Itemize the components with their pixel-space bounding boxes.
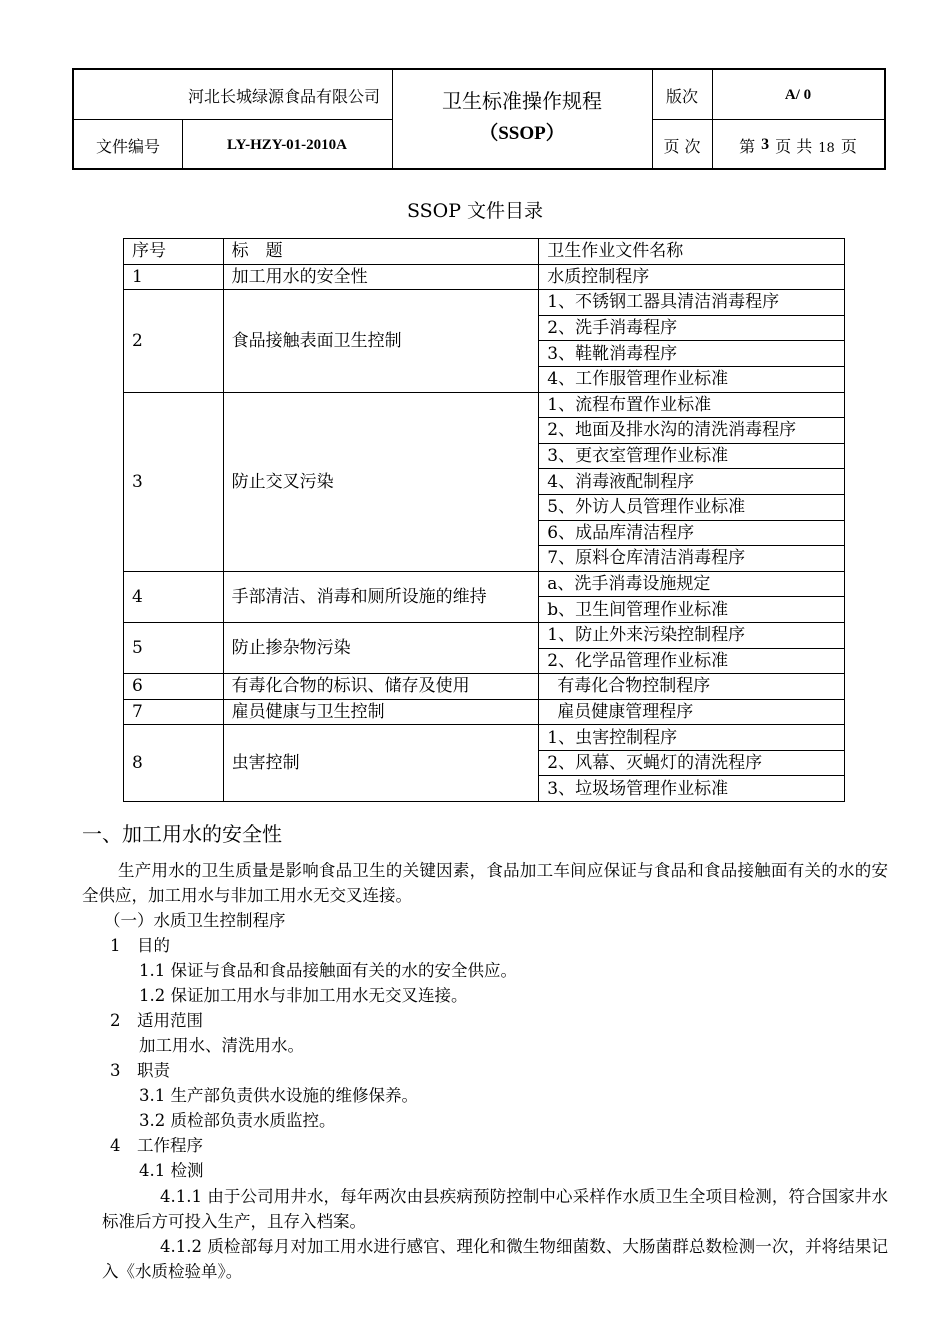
toc-row-document: 5、外访人员管理作业标准 xyxy=(539,494,845,520)
toc-row-number: 4 xyxy=(124,571,224,622)
item-purpose: 1 目的 xyxy=(110,936,170,955)
toc-row-title: 食品接触表面卫生控制 xyxy=(223,290,539,392)
catalog-title: SSOP 文件目录 xyxy=(406,200,544,222)
toc-row-number: 3 xyxy=(124,392,224,571)
company-name: 河北长城绿源食品有限公司 xyxy=(187,86,380,106)
toc-row xyxy=(124,674,845,700)
item-4-1-1: 4.1.1 由于公司用井水，每年两次由县疾病预防控制中心采样作水质卫生全项目检测，符合国家井水标准后方可投入生产，且存入档案。 xyxy=(102,1187,888,1231)
item-3-2: 3.2 质检部负责水质监控。 xyxy=(139,1111,336,1130)
toc-row xyxy=(124,264,845,290)
toc-row xyxy=(124,571,845,597)
toc-row-document: 6、成品库清洁程序 xyxy=(539,520,845,546)
toc-row xyxy=(124,290,845,316)
item-procedure: 4 工作程序 xyxy=(110,1136,203,1155)
toc-row-number: 2 xyxy=(124,290,224,392)
edition-label: 版次 xyxy=(665,86,698,106)
toc-header-no: 序号 xyxy=(124,239,224,265)
toc-row-document: 1、流程布置作业标准 xyxy=(539,392,845,418)
toc-row-document: 7、原料仓库清洁消毒程序 xyxy=(539,546,845,572)
item-3-1: 3.1 生产部负责供水设施的维修保养。 xyxy=(139,1086,418,1105)
toc-table xyxy=(123,238,845,802)
page-mid: 页 共 xyxy=(775,136,813,156)
toc-row-title: 雇员健康与卫生控制 xyxy=(223,699,539,725)
item-duties: 3 职责 xyxy=(110,1061,170,1080)
document-subtitle: （SSOP） xyxy=(479,122,565,144)
toc-row-document: 4、工作服管理作业标准 xyxy=(539,366,845,392)
file-number-label: 文件编号 xyxy=(95,136,160,156)
toc-row-title: 防止交叉污染 xyxy=(223,392,539,571)
item-4-1: 4.1 检测 xyxy=(139,1161,204,1180)
toc-row-document: 有毒化合物控制程序 xyxy=(539,674,845,700)
toc-row-document: 雇员健康管理程序 xyxy=(539,699,845,725)
page-number: 3 xyxy=(761,136,770,153)
toc-row-number: 1 xyxy=(124,264,224,290)
section-heading: 一、加工用水的安全性 xyxy=(82,822,282,846)
item-1-2: 1.2 保证加工用水与非加工用水无交叉连接。 xyxy=(139,986,468,1005)
toc-row-document: 4、消毒液配制程序 xyxy=(539,469,845,495)
page-total: 18 xyxy=(818,140,835,156)
toc-row-title: 手部清洁、消毒和厕所设施的维持 xyxy=(223,571,539,622)
toc-header-docs: 卫生作业文件名称 xyxy=(539,239,845,265)
toc-row-document: 2、洗手消毒程序 xyxy=(539,315,845,341)
toc-row-document: 1、防止外来污染控制程序 xyxy=(539,622,845,648)
toc-row-title: 虫害控制 xyxy=(223,725,539,802)
toc-row-number: 8 xyxy=(124,725,224,802)
intro-paragraph: 生产用水的卫生质量是影响食品卫生的关键因素，食品加工车间应保证与食品和食品接触面有关的水的安全供应，加工用水与非加工用水无交叉连接。 xyxy=(82,861,888,905)
toc-row-document: 水质控制程序 xyxy=(539,264,845,290)
toc-row-title: 有毒化合物的标识、储存及使用 xyxy=(223,674,539,700)
toc-row-number: 7 xyxy=(124,699,224,725)
toc-row-document: a、洗手消毒设施规定 xyxy=(539,571,845,597)
toc-row xyxy=(124,725,845,751)
toc-row xyxy=(124,699,845,725)
page-prefix: 第 xyxy=(739,136,756,156)
item-1-1: 1.1 保证与食品和食品接触面有关的水的安全供应。 xyxy=(139,961,517,980)
toc-row-document: 1、不锈钢工器具清洁消毒程序 xyxy=(539,290,845,316)
toc-row-document: 2、地面及排水沟的清洗消毒程序 xyxy=(539,418,845,444)
page-indicator xyxy=(712,120,884,170)
page-label: 页 次 xyxy=(663,136,701,156)
subsection-heading: （一）水质卫生控制程序 xyxy=(104,911,286,930)
toc-row-document: 1、虫害控制程序 xyxy=(539,725,845,751)
toc-row-document: 2、化学品管理作业标准 xyxy=(539,648,845,674)
toc-row-document: 2、风幕、灭蝇灯的清洗程序 xyxy=(539,750,845,776)
toc-row-document: 3、更衣室管理作业标准 xyxy=(539,443,845,469)
document-header xyxy=(72,68,886,170)
item-scope: 2 适用范围 xyxy=(110,1011,203,1030)
toc-row-document: 3、垃圾场管理作业标准 xyxy=(539,776,845,802)
toc-header-row xyxy=(124,239,845,265)
file-number-value: LY-HZY-01-2010A xyxy=(226,136,348,153)
toc-row xyxy=(124,622,845,648)
toc-row-document: b、卫生间管理作业标准 xyxy=(539,597,845,623)
toc-row xyxy=(124,392,845,418)
toc-row-number: 5 xyxy=(124,622,224,673)
toc-row-title: 防止掺杂物污染 xyxy=(223,622,539,673)
toc-row-document: 3、鞋靴消毒程序 xyxy=(539,341,845,367)
item-scope-text: 加工用水、清洗用水。 xyxy=(139,1036,304,1055)
toc-header-title: 标 题 xyxy=(223,239,539,265)
page-suffix: 页 xyxy=(840,136,857,156)
toc-row-title: 加工用水的安全性 xyxy=(223,264,539,290)
toc-row-number: 6 xyxy=(124,674,224,700)
edition-value: A/ 0 xyxy=(784,86,812,103)
item-4-1-2: 4.1.2 质检部每月对加工用水进行感官、理化和微生物细菌数、大肠菌群总数检测一次，并将结果记入《水质检验单》。 xyxy=(102,1237,888,1281)
document-title: 卫生标准操作规程 xyxy=(442,88,602,113)
